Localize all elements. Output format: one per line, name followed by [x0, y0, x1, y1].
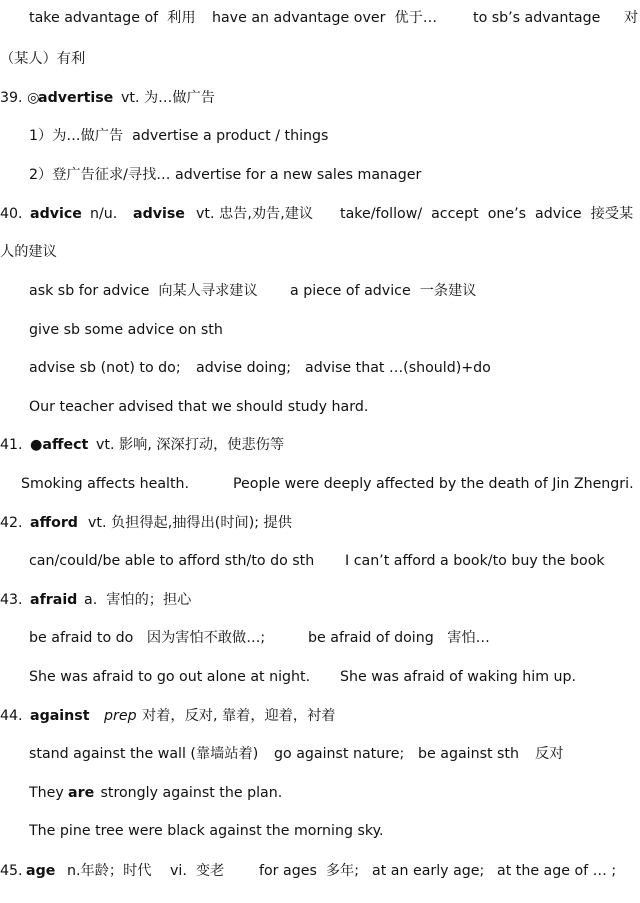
text-segment: at an early age; — [372, 863, 485, 879]
text-line — [0, 513, 640, 535]
text-line — [0, 667, 640, 689]
text-line — [0, 706, 640, 728]
text-line — [0, 590, 640, 612]
text-segment: vt. 忠告,劝告,建议 — [196, 206, 314, 222]
text-segment: They — [29, 785, 69, 801]
text-segment: go against nature; — [274, 746, 405, 762]
text-segment: at the age of … ; — [497, 863, 617, 879]
text-segment: ask sb for advice 向某人寻求建议 — [29, 283, 258, 299]
text-line — [0, 126, 640, 148]
text-segment: 反对 — [535, 746, 564, 762]
text-segment: a piece of advice 一条建议 — [290, 283, 477, 299]
text-segment: be afraid of doing 害怕… — [308, 630, 490, 646]
text-segment: advise that …(should)+do — [305, 360, 491, 376]
text-line — [0, 744, 640, 766]
headword: advice — [30, 206, 82, 222]
text-line — [0, 861, 640, 883]
text-line — [0, 165, 640, 187]
text-line — [0, 88, 640, 110]
text-segment: strongly against the plan. — [96, 785, 283, 801]
text-line — [0, 474, 640, 496]
text-segment: 1）为…做广告 advertise a product / things — [29, 128, 329, 144]
headword: ●affect — [30, 437, 89, 453]
text-line — [0, 435, 640, 457]
text-segment: 42. — [0, 515, 28, 531]
text-line — [0, 358, 640, 380]
text-segment: I can’t afford a book/to buy the book — [345, 553, 605, 569]
text-segment: She was afraid of waking him up. — [340, 669, 577, 685]
text-segment: give sb some advice on sth — [29, 322, 223, 338]
text-segment: take/follow/ accept one’s advice 接受某 — [340, 206, 634, 222]
text-segment: vi. 变老 — [170, 863, 225, 879]
text-segment: vt. 影响, 深深打动，使悲伤等 — [96, 437, 285, 453]
text-segment: can/could/be able to afford sth/to do sth — [29, 553, 315, 569]
text-segment: 2）登广告征求/寻找… advertise for a new sales manager — [29, 167, 422, 183]
text-segment: People were deeply affected by the death of Jin Zhengri. — [233, 476, 634, 492]
text-segment: 41. — [0, 437, 28, 453]
text-segment: vt. 负担得起,抽得出(时间); 提供 — [88, 515, 292, 531]
text-segment: The pine tree were black against the morning sky. — [29, 823, 384, 839]
text-segment: for ages 多年; — [259, 863, 360, 879]
headword: are — [68, 785, 95, 801]
text-line — [0, 320, 640, 342]
text-segment: be afraid to do 因为害怕不敢做…; — [29, 630, 266, 646]
headword: afraid — [30, 592, 78, 608]
text-line — [0, 551, 640, 573]
text-segment: 44. — [0, 708, 28, 724]
text-segment: be against sth — [418, 746, 519, 762]
text-line — [0, 628, 640, 650]
text-segment: to sb’s advantage — [473, 10, 601, 26]
text-segment: n/u. — [90, 206, 118, 222]
text-segment: prep — [104, 708, 137, 724]
text-line — [0, 821, 640, 843]
text-segment: 对 — [624, 10, 639, 26]
text-segment: vt. 为…做广告 — [121, 90, 215, 106]
text-segment: stand against the wall (靠墙站着) — [29, 746, 259, 762]
text-segment: （某人）有利 — [0, 51, 86, 67]
text-line — [0, 49, 640, 71]
text-line — [0, 397, 640, 419]
text-segment: Smoking affects health. — [21, 476, 190, 492]
text-segment: 39. ◎ — [0, 90, 40, 106]
text-segment: advise doing; — [196, 360, 292, 376]
text-segment: a. 害怕的；担心 — [84, 592, 192, 608]
text-line — [0, 242, 640, 264]
headword: against — [30, 708, 90, 724]
text-segment: 40. — [0, 206, 28, 222]
text-segment: n.年龄；时代 — [67, 863, 152, 879]
headword: advertise — [38, 90, 114, 106]
text-segment: She was afraid to go out alone at night. — [29, 669, 311, 685]
text-segment: 43. — [0, 592, 28, 608]
text-segment: have an advantage over 优于… — [212, 10, 438, 26]
text-segment: 对着，反对, 靠着，迎着，衬着 — [142, 708, 336, 724]
text-segment: advise sb (not) to do; — [29, 360, 181, 376]
headword: afford — [30, 515, 78, 531]
text-line — [0, 783, 640, 805]
text-segment: 45. — [0, 863, 28, 879]
text-segment: take advantage of 利用 — [29, 10, 196, 26]
text-segment: 人的建议 — [0, 244, 57, 260]
headword: age — [26, 863, 56, 879]
text-line — [0, 8, 640, 30]
text-segment: Our teacher advised that we should study hard. — [29, 399, 369, 415]
text-line — [0, 281, 640, 303]
headword: advise — [133, 206, 185, 222]
text-line — [0, 204, 640, 226]
